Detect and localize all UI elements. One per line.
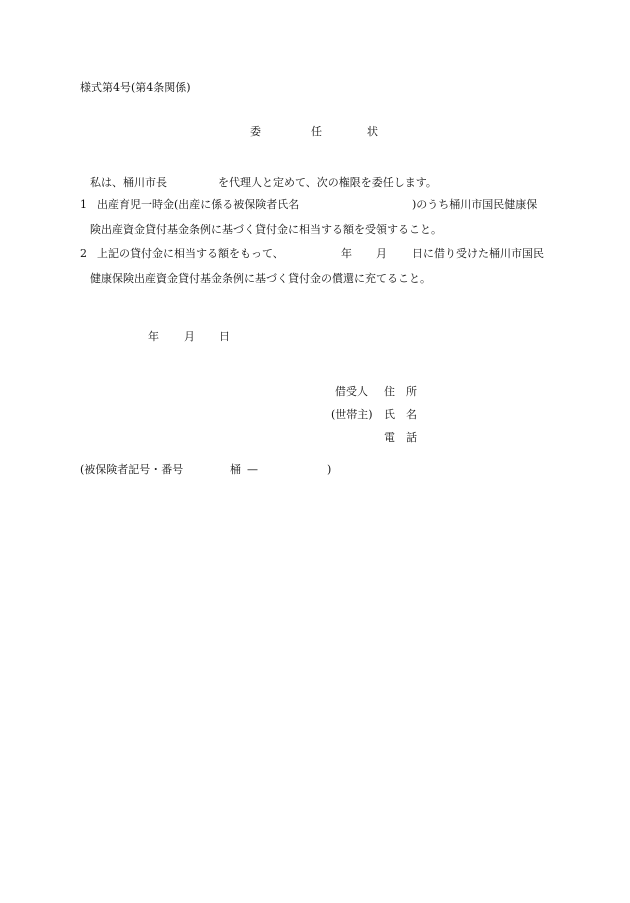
- item-1-number: 1: [80, 198, 87, 211]
- document-title-char-1: 委: [250, 125, 261, 138]
- phone-label: 電 話: [384, 431, 417, 444]
- insured-number-label: (被保険者記号・番号: [80, 463, 184, 476]
- item-1-text-b: )のうち桶川市国民健康保: [412, 198, 538, 211]
- name-label: 氏 名: [384, 408, 417, 421]
- item-1-text-a: 出産育児一時金(出産に係る被保険者氏名: [97, 198, 300, 211]
- intro-suffix: を代理人と定めて、次の権限を委任します。: [218, 176, 437, 189]
- householder-label: (世帯主): [331, 408, 373, 421]
- item-2-month-label: 月: [376, 247, 387, 260]
- intro-prefix: 私は、桶川市長: [90, 176, 167, 189]
- item-2-year-label: 年: [341, 247, 352, 260]
- date-month-label: 月: [184, 330, 195, 343]
- item-2-text-b: 日に借り受けた桶川市国民: [412, 247, 544, 260]
- form-number-label: 様式第4号(第4条関係): [80, 81, 191, 94]
- document-title-char-2: 任: [311, 125, 322, 138]
- document-title-char-3: 状: [367, 125, 378, 138]
- item-2-number: 2: [80, 247, 87, 260]
- item-1-continuation: 険出産資金貸付基金条例に基づく貸付金に相当する額を受領すること。: [90, 223, 442, 236]
- date-year-label: 年: [148, 330, 159, 343]
- borrower-role-label: 借受人: [335, 385, 368, 398]
- item-2-text-a: 上記の貸付金に相当する額をもって、: [97, 247, 284, 260]
- date-day-label: 日: [219, 330, 230, 343]
- address-label: 住 所: [384, 385, 417, 398]
- insured-number-close: ): [327, 463, 332, 476]
- insured-city-char: 桶: [230, 463, 241, 476]
- insured-number-dash: —: [247, 463, 258, 476]
- item-2-continuation: 健康保険出産資金貸付基金条例に基づく貸付金の償還に充てること。: [90, 272, 431, 285]
